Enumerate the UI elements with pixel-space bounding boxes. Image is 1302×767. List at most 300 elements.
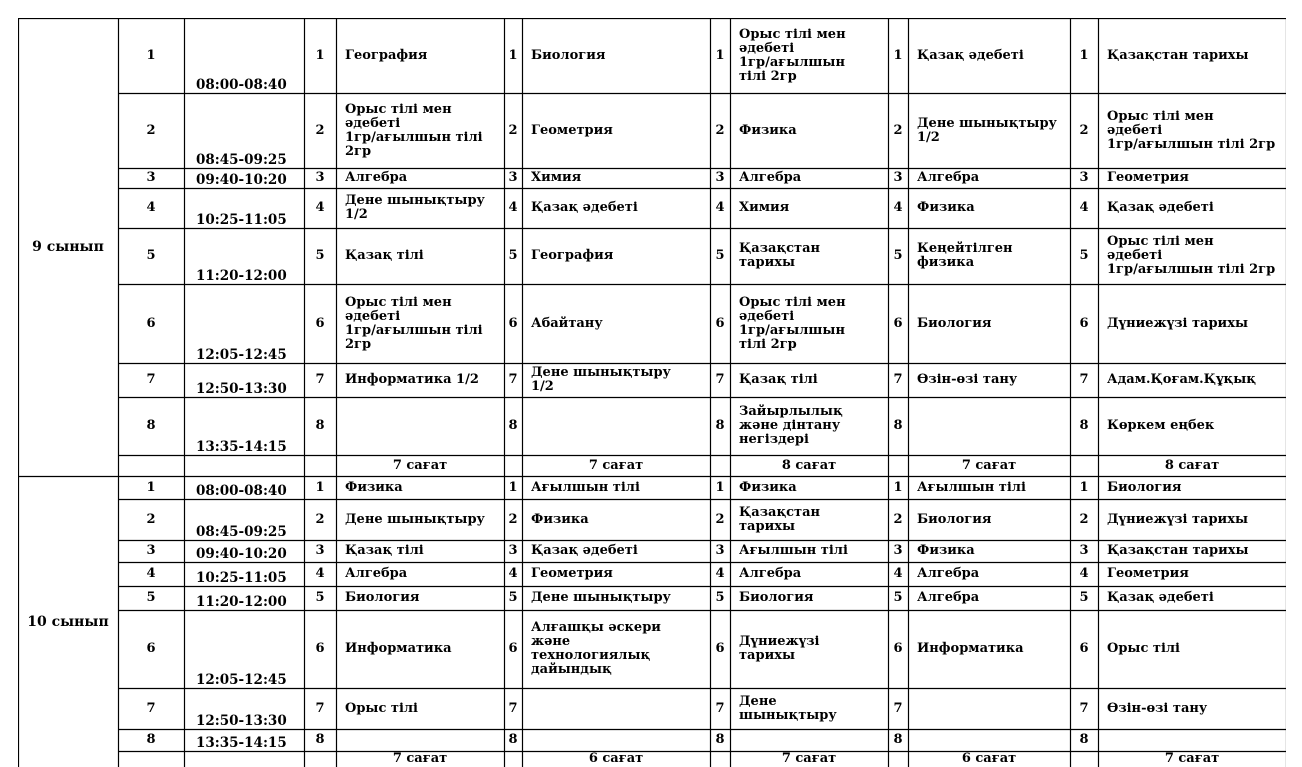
- cell-text-line: Қазақ тілі: [345, 543, 424, 558]
- subject-cell: [336, 363, 504, 397]
- lesson-number: 2: [146, 511, 156, 527]
- cell-text-line: Физика: [739, 479, 797, 495]
- day-lesson-number: 8: [715, 418, 725, 433]
- cell-text: [917, 567, 979, 581]
- cell-text-line: 1гр/ағылшын: [739, 54, 845, 70]
- day-total-hours: 7 сағат: [588, 457, 644, 473]
- cell-text-line: Орыс тілі мен: [739, 294, 846, 310]
- day-lesson-number: 5: [315, 590, 325, 605]
- cell-text: [739, 242, 820, 270]
- subject-cell: [730, 562, 888, 586]
- cell-text-line: 1гр/ағылшын тілі: [345, 322, 483, 338]
- cell-text-line: Алгебра: [917, 590, 980, 605]
- day-lesson-number: 1: [715, 47, 725, 63]
- subject-cell: [730, 168, 888, 188]
- subject-cell: [1098, 228, 1286, 284]
- subject-cell: [1098, 188, 1286, 228]
- lesson-number: 6: [146, 641, 156, 656]
- cell-text-line: Биология: [345, 590, 420, 605]
- day-lesson-number: 4: [1079, 566, 1089, 581]
- day-lesson-number: 1: [1079, 479, 1089, 495]
- day-lesson-number: 7: [715, 372, 725, 387]
- day-lesson-number: 2: [715, 511, 725, 527]
- cell-text: [917, 242, 1013, 270]
- cell-text: [345, 702, 418, 716]
- day-lesson-number: 4: [893, 200, 903, 215]
- lesson-number: 7: [146, 372, 156, 387]
- day-total-hours: 8 сағат: [781, 457, 837, 473]
- cell-text-line: Қазақстан тарихы: [1107, 47, 1249, 63]
- cell-text: [739, 544, 848, 558]
- cell-text-line: Физика: [917, 200, 975, 215]
- day-lesson-number: 5: [893, 590, 903, 605]
- day-lesson-number: 2: [315, 122, 325, 138]
- day-lesson-number: 5: [1079, 248, 1089, 263]
- cell-text-line: Дене: [739, 693, 777, 709]
- subject-cell: [522, 562, 710, 586]
- day-lesson-number: 7: [1079, 700, 1089, 716]
- cell-text-line: Физика: [345, 479, 403, 495]
- cell-text-line: 1гр/ағылшын тілі: [345, 129, 483, 145]
- cell-text-line: Қазақ әдебеті: [1107, 200, 1214, 215]
- cell-text-line: Қазақ әдебеті: [531, 543, 638, 558]
- subject-cell: [908, 228, 1070, 284]
- cell-text-line: Дене шынықтыру: [917, 115, 1057, 131]
- cell-text-line: Ағылшын тілі: [917, 479, 1026, 495]
- cell-text-line: 1/2: [531, 379, 554, 394]
- cell-text-line: Қазақстан: [739, 504, 821, 520]
- cell-text-line: 1гр/ағылшын: [739, 322, 845, 338]
- cell-text-line: Информатика 1/2: [345, 372, 479, 387]
- cell-text: [917, 481, 1026, 495]
- cell-text: [1107, 235, 1275, 277]
- day-lesson-number: 4: [893, 566, 903, 581]
- cell-text-line: Орыс тілі: [345, 700, 418, 716]
- lesson-time: 08:00-08:40: [196, 77, 287, 93]
- day-lesson-number: 3: [315, 170, 325, 185]
- subject-cell: [1098, 397, 1286, 455]
- lesson-time: 11:20-12:00: [196, 594, 287, 610]
- lesson-number: 1: [146, 479, 156, 495]
- subject-cell: [522, 499, 710, 540]
- cell-text-line: Кеңейтілген: [917, 241, 1013, 256]
- day-lesson-number: 7: [315, 700, 325, 716]
- subject-cell: [336, 188, 504, 228]
- day-lesson-number: 5: [508, 590, 518, 605]
- cell-text: [531, 621, 661, 677]
- cell-text-line: Орыс тілі мен: [345, 101, 452, 117]
- cell-text-line: 1/2: [917, 129, 940, 145]
- subject-cell: [908, 586, 1070, 610]
- subject-cell: [522, 168, 710, 188]
- day-lesson-number: 1: [893, 47, 903, 63]
- cell-text: [917, 201, 975, 215]
- day-lesson-number: 3: [1079, 543, 1089, 558]
- subject-cell: [522, 188, 710, 228]
- subject-cell: [908, 610, 1070, 688]
- cell-text: [917, 591, 979, 605]
- subject-cell: [730, 729, 888, 751]
- subject-cell: [730, 363, 888, 397]
- day-lesson-number: 4: [1079, 200, 1089, 215]
- cell-text: [1107, 201, 1214, 215]
- cell-text-line: Химия: [739, 200, 790, 215]
- day-lesson-number: 7: [1079, 372, 1089, 387]
- day-lesson-number: 4: [715, 200, 725, 215]
- cell-text-line: 1/2: [345, 207, 368, 222]
- lesson-number: 5: [146, 590, 156, 605]
- cell-text-line: 1гр/ағылшын тілі 2гр: [1107, 262, 1276, 277]
- cell-text: [345, 373, 479, 387]
- cell-text-line: Абайтану: [531, 315, 603, 331]
- lesson-time: 08:45-09:25: [196, 524, 287, 540]
- subject-cell: [908, 93, 1070, 168]
- cell-text-line: және: [531, 634, 571, 649]
- subject-cell: [908, 476, 1070, 499]
- lesson-time: 10:25-11:05: [196, 212, 287, 228]
- lesson-number: 3: [146, 170, 156, 185]
- cell-text: [531, 49, 605, 63]
- day-lesson-number: 5: [1079, 590, 1089, 605]
- subject-cell: [336, 610, 504, 688]
- cell-text-line: Ағылшын тілі: [531, 479, 640, 495]
- day-lesson-number: 8: [508, 732, 518, 747]
- day-lesson-number: 6: [508, 641, 518, 656]
- day-lesson-number: 2: [893, 511, 903, 527]
- cell-text-line: Дене шынықтыру: [345, 511, 485, 527]
- cell-text: [1107, 49, 1249, 63]
- subject-cell: [1098, 688, 1286, 729]
- subject-cell: [908, 562, 1070, 586]
- cell-text-line: Қазақ әдебеті: [917, 47, 1024, 63]
- day-lesson-number: 8: [893, 418, 903, 433]
- cell-text-line: Алгебра: [739, 170, 802, 185]
- cell-text: [917, 544, 975, 558]
- cell-text: [917, 317, 991, 331]
- cell-text: [1107, 513, 1248, 527]
- cell-text: [739, 481, 797, 495]
- day-total-hours: 6 сағат: [961, 751, 1017, 766]
- cell-text: [345, 171, 407, 185]
- cell-text: [739, 296, 846, 352]
- day-lesson-number: 5: [315, 248, 325, 263]
- subject-cell: [1098, 586, 1286, 610]
- day-lesson-number: 4: [315, 566, 325, 581]
- day-lesson-number: 8: [1079, 732, 1089, 747]
- subject-cell: [908, 397, 1070, 455]
- day-lesson-number: 3: [315, 543, 325, 558]
- lesson-time: 13:35-14:15: [196, 439, 287, 455]
- day-lesson-number: 7: [893, 372, 903, 387]
- day-lesson-number: 6: [715, 315, 725, 331]
- cell-text: [345, 249, 424, 263]
- cell-text: [345, 103, 483, 159]
- subject-cell: [336, 168, 504, 188]
- day-lesson-number: 6: [893, 315, 903, 331]
- day-lesson-number: 1: [715, 479, 725, 495]
- lesson-number: 4: [146, 200, 156, 215]
- cell-text-line: әдебеті: [1107, 122, 1163, 138]
- day-lesson-number: 5: [715, 590, 725, 605]
- lesson-number: 5: [146, 248, 156, 263]
- cell-text-line: Дүниежүзі тарихы: [1107, 315, 1248, 331]
- day-total-hours: 7 сағат: [961, 457, 1017, 473]
- cell-text: [1107, 373, 1256, 387]
- day-lesson-number: 2: [508, 511, 518, 527]
- lesson-time: 08:45-09:25: [196, 152, 287, 168]
- lesson-number: 3: [146, 543, 156, 558]
- subject-cell: [522, 228, 710, 284]
- subject-cell: [1098, 540, 1286, 562]
- cell-text: [1107, 567, 1189, 581]
- cell-text: [345, 481, 403, 495]
- cell-text-line: әдебеті: [345, 308, 401, 324]
- subject-cell: [730, 397, 888, 455]
- day-lesson-number: 1: [508, 479, 518, 495]
- day-lesson-number: 7: [508, 372, 518, 387]
- lesson-number: 8: [146, 732, 156, 747]
- cell-text-line: Химия: [531, 170, 582, 185]
- day-lesson-number: 8: [315, 418, 325, 433]
- day-total-hours: 8 сағат: [1164, 457, 1220, 473]
- cell-text-line: Қазақ тілі: [345, 248, 424, 263]
- day-lesson-number: 5: [508, 248, 518, 263]
- lesson-time: 12:05-12:45: [196, 672, 287, 688]
- subject-cell: [522, 540, 710, 562]
- subject-cell: [522, 586, 710, 610]
- day-total-hours: 7 сағат: [392, 457, 448, 473]
- cell-text-line: тарихы: [739, 255, 795, 270]
- subject-cell: [1098, 18, 1286, 93]
- subject-cell: [730, 476, 888, 499]
- cell-text: [739, 695, 837, 723]
- day-lesson-number: 5: [715, 248, 725, 263]
- day-lesson-number: 1: [508, 47, 518, 63]
- subject-cell: [730, 228, 888, 284]
- day-lesson-number: 4: [508, 200, 518, 215]
- day-lesson-number: 3: [508, 170, 518, 185]
- day-lesson-number: 7: [508, 700, 518, 716]
- day-lesson-number: 6: [715, 641, 725, 656]
- lesson-time: 12:50-13:30: [196, 381, 287, 397]
- day-lesson-number: 4: [508, 566, 518, 581]
- subject-cell: [1098, 562, 1286, 586]
- cell-text-line: Орыс тілі мен: [1107, 234, 1214, 249]
- cell-text-line: Геометрия: [531, 566, 613, 581]
- subject-cell: [730, 499, 888, 540]
- cell-text: [739, 124, 797, 138]
- cell-text-line: Биология: [917, 511, 992, 527]
- subject-cell: [908, 168, 1070, 188]
- cell-text-line: Алғашқы әскери: [531, 620, 661, 635]
- cell-text: [345, 642, 452, 656]
- subject-cell: [336, 540, 504, 562]
- subject-cell: [730, 93, 888, 168]
- subject-cell: [730, 610, 888, 688]
- subject-cell: [522, 688, 710, 729]
- lesson-number: 1: [146, 47, 156, 63]
- cell-text-line: Өзін-өзі тану: [917, 372, 1018, 387]
- cell-text: [531, 124, 613, 138]
- cell-text-line: Информатика: [917, 641, 1024, 656]
- subject-cell: [730, 540, 888, 562]
- day-lesson-number: 3: [893, 170, 903, 185]
- cell-text-line: Биология: [531, 47, 606, 63]
- cell-text: [345, 513, 485, 527]
- day-lesson-number: 5: [893, 248, 903, 263]
- cell-text-line: дайындық: [531, 662, 612, 677]
- cell-text-line: Қазақ әдебеті: [531, 200, 638, 215]
- cell-text-line: Дүниежүзі: [739, 634, 820, 649]
- day-lesson-number: 6: [1079, 315, 1089, 331]
- cell-text-line: География: [531, 248, 614, 263]
- cell-text: [1107, 481, 1181, 495]
- cell-text: [1107, 110, 1275, 152]
- cell-text-line: 1гр/ағылшын тілі 2гр: [1107, 136, 1276, 152]
- class-name: 10 сынып: [27, 613, 109, 630]
- lesson-number: 7: [146, 700, 156, 716]
- cell-text: [345, 567, 407, 581]
- cell-text: [1107, 642, 1180, 656]
- cell-text: [917, 373, 1017, 387]
- day-lesson-number: 3: [893, 543, 903, 558]
- cell-text-line: физика: [917, 255, 975, 270]
- lesson-number: 8: [146, 418, 156, 433]
- cell-text-line: Ағылшын тілі: [739, 543, 848, 558]
- cell-text-line: шынықтыру: [739, 707, 837, 723]
- day-lesson-number: 6: [315, 641, 325, 656]
- day-lesson-number: 4: [715, 566, 725, 581]
- cell-text: [531, 591, 671, 605]
- subject-cell: [336, 562, 504, 586]
- day-total-hours: 7 сағат: [1164, 751, 1220, 766]
- lesson-number: 4: [146, 566, 156, 581]
- day-lesson-number: 3: [715, 543, 725, 558]
- cell-text-line: Орыс тілі мен: [345, 294, 452, 310]
- subject-cell: [730, 18, 888, 93]
- cell-text-line: Орыс тілі мен: [1107, 108, 1214, 124]
- subject-cell: [908, 540, 1070, 562]
- cell-text-line: тарихы: [739, 648, 795, 663]
- cell-text-line: тарихы: [739, 518, 795, 534]
- cell-text: [531, 366, 671, 394]
- subject-cell: [522, 610, 710, 688]
- day-lesson-number: 3: [508, 543, 518, 558]
- cell-text-line: негіздері: [739, 432, 809, 447]
- cell-text: [345, 49, 427, 63]
- day-total-hours: 7 сағат: [781, 751, 837, 766]
- subject-cell: [336, 499, 504, 540]
- schedule-table: [18, 18, 1286, 767]
- cell-text-line: Биология: [917, 315, 992, 331]
- cell-text-line: әдебеті: [739, 308, 795, 324]
- day-lesson-number: 1: [315, 47, 325, 63]
- cell-text: [531, 171, 581, 185]
- cell-text: [917, 513, 991, 527]
- cell-text: [1107, 317, 1248, 331]
- lesson-time: 10:25-11:05: [196, 570, 287, 586]
- cell-text-line: Қазақстан тарихы: [1107, 543, 1249, 558]
- subject-cell: [1098, 729, 1286, 751]
- cell-text: [739, 635, 819, 663]
- day-lesson-number: 3: [715, 170, 725, 185]
- subject-cell: [1098, 363, 1286, 397]
- cell-text-line: Физика: [917, 543, 975, 558]
- cell-text-line: Физика: [531, 511, 589, 527]
- subject-cell: [336, 18, 504, 93]
- cell-text-line: тілі 2гр: [739, 336, 797, 352]
- cell-text-line: Биология: [1107, 479, 1182, 495]
- subject-cell: [908, 688, 1070, 729]
- cell-text-line: 2гр: [345, 143, 372, 159]
- cell-text-line: Геометрия: [1107, 566, 1189, 581]
- subject-cell: [522, 363, 710, 397]
- cell-text: [531, 317, 603, 331]
- cell-text: [1107, 702, 1207, 716]
- day-lesson-number: 1: [893, 479, 903, 495]
- day-lesson-number: 2: [893, 122, 903, 138]
- day-lesson-number: 2: [1079, 122, 1089, 138]
- cell-text: [1107, 591, 1214, 605]
- cell-text-line: Дүниежүзі тарихы: [1107, 511, 1248, 527]
- subject-cell: [730, 284, 888, 363]
- lesson-number: 2: [146, 122, 156, 138]
- cell-text-line: Алгебра: [345, 566, 408, 581]
- cell-text: [531, 513, 589, 527]
- cell-text-line: Орыс тілі: [1107, 641, 1180, 656]
- day-lesson-number: 3: [1079, 170, 1089, 185]
- day-lesson-number: 1: [315, 479, 325, 495]
- cell-text: [739, 405, 843, 447]
- lesson-time: 12:05-12:45: [196, 347, 287, 363]
- cell-text-line: Геометрия: [531, 122, 613, 138]
- lesson-time: 09:40-10:20: [196, 172, 287, 188]
- subject-cell: [908, 284, 1070, 363]
- lesson-time: 13:35-14:15: [196, 735, 287, 751]
- subject-cell: [1098, 610, 1286, 688]
- day-lesson-number: 2: [315, 511, 325, 527]
- subject-cell: [336, 476, 504, 499]
- cell-text: [1107, 171, 1189, 185]
- day-lesson-number: 2: [1079, 511, 1089, 527]
- cell-text-line: Алгебра: [739, 566, 802, 581]
- cell-text: [739, 171, 801, 185]
- cell-text-line: тілі 2гр: [739, 68, 797, 84]
- cell-text-line: және дінтану: [739, 418, 841, 433]
- cell-text-line: Қазақ әдебеті: [1107, 590, 1214, 605]
- cell-text: [917, 642, 1024, 656]
- cell-text: [531, 567, 613, 581]
- subject-cell: [1098, 284, 1286, 363]
- cell-text: [739, 201, 789, 215]
- subject-cell: [1098, 476, 1286, 499]
- day-lesson-number: 2: [508, 122, 518, 138]
- day-lesson-number: 7: [715, 700, 725, 716]
- subject-cell: [908, 363, 1070, 397]
- subject-cell: [908, 18, 1070, 93]
- cell-text: [345, 296, 483, 352]
- cell-text: [739, 28, 846, 84]
- cell-text: [739, 567, 801, 581]
- cell-text-line: Информатика: [345, 641, 452, 656]
- cell-text: [531, 201, 638, 215]
- cell-text: [1107, 544, 1249, 558]
- subject-cell: [908, 729, 1070, 751]
- subject-cell: [730, 688, 888, 729]
- day-lesson-number: 1: [1079, 47, 1089, 63]
- cell-text-line: Көркем еңбек: [1107, 418, 1215, 433]
- cell-text-line: технологиялық: [531, 648, 651, 663]
